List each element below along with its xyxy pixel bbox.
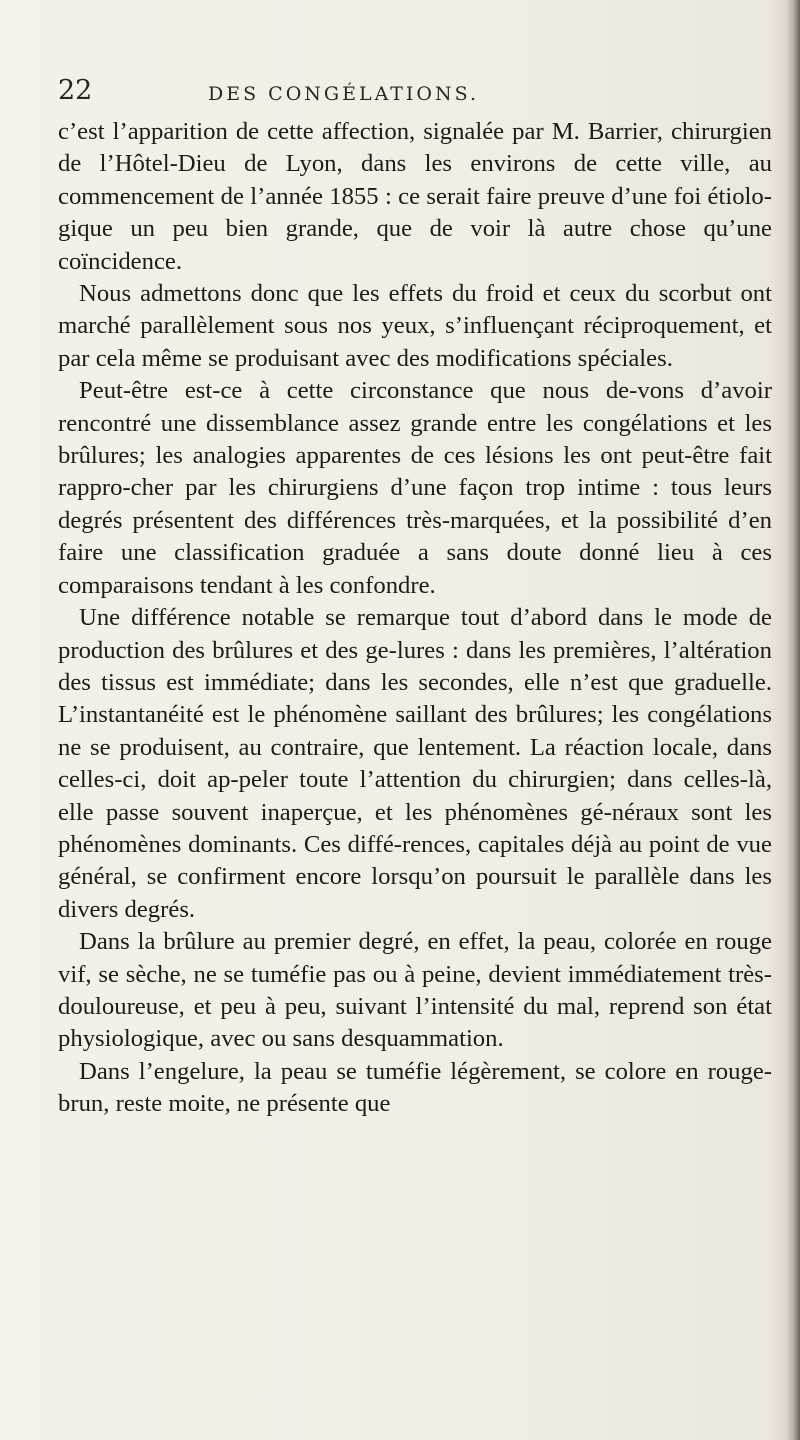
- page-edge-shadow: [786, 0, 800, 1440]
- paragraph-continued: c’est l’apparition de cette affection, signalée par M. Barrier, chirurgien de l’Hôtel-Dieu de Lyon, dans les environs de cette ville, au commencement de l’année 1855 : ce serait faire preuve d’une foi étiolo-gique un peu bien grande, que de voir là autre chose qu’une coïncidence.: [58, 118, 772, 275]
- running-head: DES CONGÉLATIONS.: [208, 83, 480, 105]
- page-header: [58, 76, 558, 110]
- paragraph: Une différence notable se remarque tout d’abord dans le mode de production des brûlures et des ge-lures : dans les premières, l’altération des tissus est immédiate; dans les secondes, elle n’est que graduelle. L’instantanéité est le phénomène saillant des brûlures; les congélations ne se produisent, au contraire, que lentement. La réaction locale, dans celles-ci, doit ap-peler toute l’attention du chirurgien; dans celles-là, elle passe souvent inaperçue, et les phénomènes gé-néraux sont les phénomènes dominants. Ces diffé-rences, capitales déjà au point de vue général, se confirment encore lorsqu’on poursuit le parallèle dans les divers degrés.: [58, 604, 772, 923]
- paragraph: Dans l’engelure, la peau se tuméfie légèrement, se colore en rouge-brun, reste moite, ne présente que: [58, 1057, 772, 1118]
- paragraph: Dans la brûlure au premier degré, en effet, la peau, colorée en rouge vif, se sèche, ne se tuméfie pas ou à peine, devient immédiatement très-douloureuse, et peu à peu, suivant l’intensité du mal, reprend son état physiologique, avec ou sans desquammation.: [58, 928, 772, 1053]
- paragraph: Nous admettons donc que les effets du froid et ceux du scorbut ont marché parallèlement sous nos yeux, s’influençant réciproquement, et par cela même se produisant avec des modifications spéciales.: [58, 280, 772, 372]
- body-text: [58, 116, 772, 1121]
- paragraph: Peut-être est-ce à cette circonstance que nous de-vons d’avoir rencontré une dissemblance assez grande entre les congélations et les brûlures; les analogies apparentes de ces lésions les ont peut-être fait rappro-cher par les chirurgiens d’une façon trop intime : tous leurs degrés présentent des différences très-marquées, et la possibilité d’en faire une classification graduée a sans doute donné lieu à ces comparaisons tendant à les confondre.: [58, 377, 772, 599]
- page-number: 22: [58, 75, 93, 106]
